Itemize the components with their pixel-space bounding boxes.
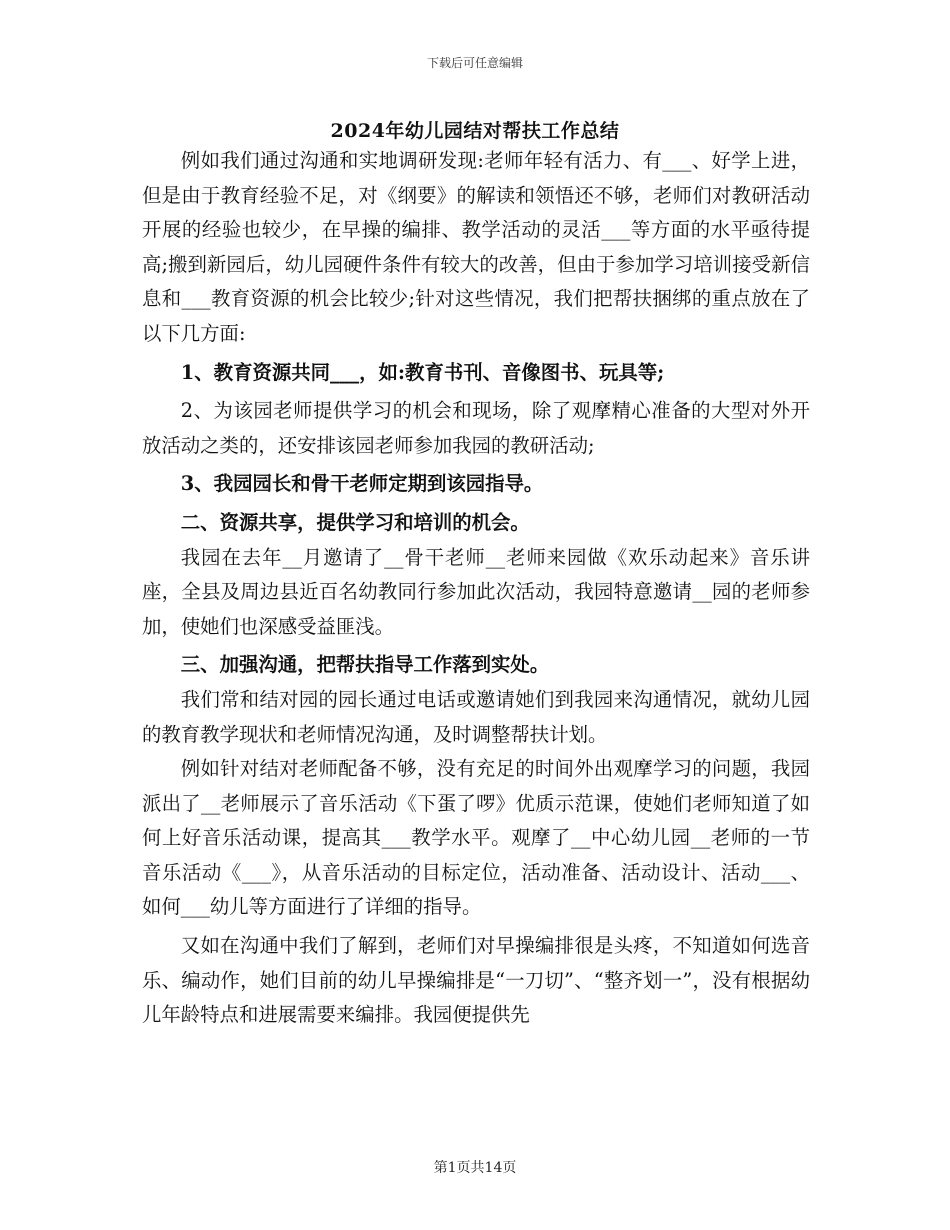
- section-heading-2: 二、资源共享，提供学习和培训的机会。: [180, 510, 530, 534]
- document-title: 2024年幼儿园结对帮扶工作总结: [330, 120, 620, 142]
- section-heading-3: 三、加强沟通，把帮扶指导工作落到实处。: [180, 653, 550, 677]
- document-body: [142, 144, 810, 1033]
- paragraph-example-2: 又如在沟通中我们了解到，老师们对早操编排很是头疼，不知道如何选音乐、编动作，她们目前的幼儿早操编排是“一刀切”、“整齐划一”，没有根据幼儿年龄特点和进展需要来编排。我园便提供先: [142, 934, 810, 1027]
- paragraph-communication: 我们常和结对园的园长通过电话或邀请她们到我园来沟通情况，就幼儿园的教育教学现状和老师情况沟通，及时调整帮扶计划。: [142, 687, 810, 746]
- paragraph-intro: 例如我们通过沟通和实地调研发现:老师年轻有活力、有___、好学上进，但是由于教育经验不足，对《纲要》的解读和领悟还不够，老师们对教研活动开展的经验也较少，在早操的编排、教学活动的灵活___等方面的水平亟待提高;搬到新园后，幼儿园硬件条件有较大的改善，但由于参加学习培训接受新信息和___教育资源的机会比较少;针对这些情况，我们把帮扶捆绑的重点放在了以下几方面:: [142, 149, 810, 345]
- paragraph-item-1: 1、教育资源共同___，如:教育书刊、音像图书、玩具等;: [180, 360, 665, 384]
- header-note: 下载后可任意编辑: [426, 56, 523, 70]
- page-footer: 第1页共14页: [433, 1160, 517, 1176]
- paragraph-example-1: 例如针对结对老师配备不够，没有充足的时间外出观摩学习的问题，我园派出了__老师展示了音乐活动《下蛋了啰》优质示范课，使她们老师知道了如何上好音乐活动课，提高其___教学水平。观摩了__中心幼儿园__老师的一节音乐活动《___》，从音乐活动的目标定位，活动准备、活动设计、活动___、如何___幼儿等方面进行了详细的指导。: [142, 757, 810, 919]
- paragraph-item-2: 2、为该园老师提供学习的机会和现场，除了观摩精心准备的大型对外开放活动之类的，还安排该园老师参加我园的教研活动;: [142, 399, 810, 457]
- paragraph-item-3: 3、我园园长和骨干老师定期到该园指导。: [180, 472, 544, 496]
- paragraph-resource-sharing: 我园在去年__月邀请了__骨干老师__老师来园做《欢乐动起来》音乐讲座，全县及周边县近百名幼教同行参加此次活动，我园特意邀请__园的老师参加，使她们也深感受益匪浅。: [142, 545, 810, 638]
